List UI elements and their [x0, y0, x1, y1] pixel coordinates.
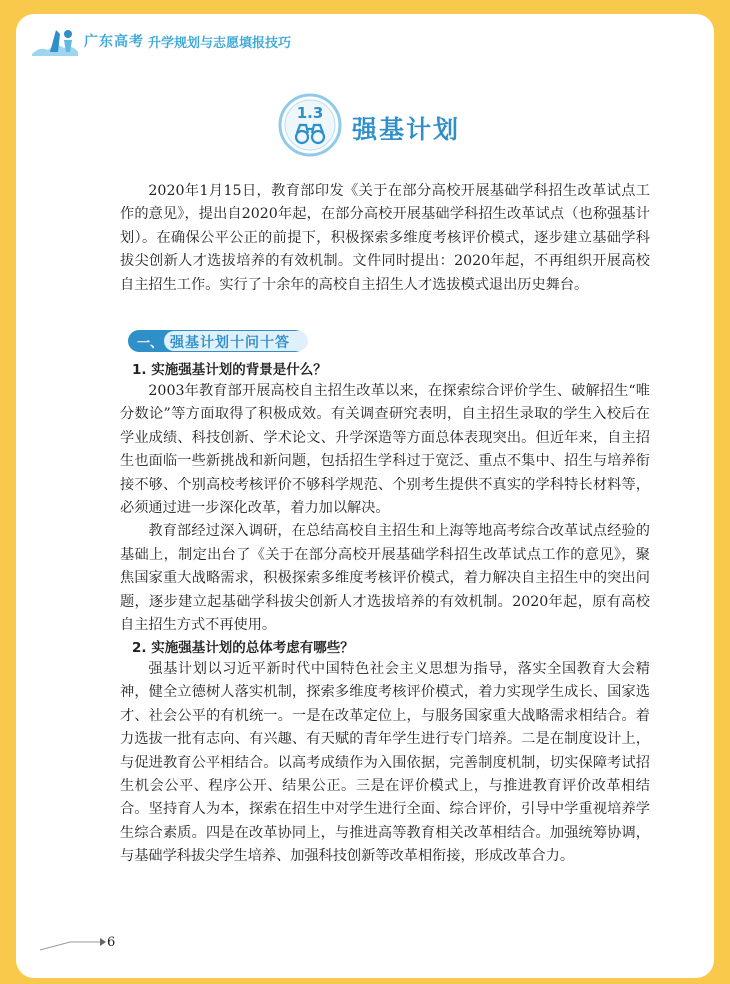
- question-1-paragraph-2: 教育部经过深入调研，在总结高校自主招生和上海等地高考综合改革试点经验的基础上，制定出台了《关于在部分高校开展基础学科招生改革试点工作的意见》，聚焦国家重大战略需求，积极探索多维度考核评价模式，着力解决自主招生中的突出问题，逐步建立起基础学科拔尖创新人才选拔培养的有效机制。2020年起，原有高校自主招生方式不再使用。: [120, 523, 650, 634]
- question-2-title: 2. 实施强基计划的总体考虑有哪些？: [132, 640, 354, 656]
- intro-text: 2020年1月15日，教育部印发《关于在部分高校开展基础学科招生改革试点工作的意见》，提出自2020年起，在部分高校开展基础学科招生改革试点（也称强基计划）。在确保公平公正的前提下，积极探索多维度考核评价模式，逐步建立基础学科拔尖创新人才选拔培养的有效机制。文件同时提出：2020年起，不再组织开展高校自主招生工作。实行了十余年的高校自主招生人才选拔模式退出历史舞台。: [120, 183, 650, 293]
- logo-icon: [30, 24, 80, 58]
- question-1-paragraph-1: 2003年教育部开展高校自主招生改革以来，在探索综合评价学生、破解招生“唯分数论”等方面取得了积极成效。有关调查研究表明，自主招生录取的学生入校后在学业成绩、科技创新、学术论文、升学深造等方面总体表现突出。但近年来，自主招生也面临一些新挑战和新问题，包括招生学科过于宽泛、重点不集中、招生与培养衔接不够、个别高校考核评价不够科学规范、个别考生提供不真实的学科特长材料等，必须通过进一步深化改革，着力加以解决。: [120, 383, 650, 517]
- question-1-body: [120, 380, 650, 637]
- question-2-paragraph-1: 强基计划以习近平新时代中国特色社会主义思想为指导，落实全国教育大会精神，健全立德树人落实机制，探索多维度考核评价模式，着力实现学生成长、国家选才、社会公平的有机统一。一是在改革定位上，与服务国家重大战略需求相结合。着力选拔一批有志向、有兴趣、有天赋的青年学生进行专门培养。二是在制度设计上，与促进教育公平相结合。以高考成绩作为入围依据，完善制度机制，切实保障考试招生机会公平、程序公开、结果公正。三是在评价模式上，与推进教育评价改革相结合。坚持育人为本，探索在招生中对学生进行全面、综合评价，引导中学重视培养学生综合素质。四是在改革协同上，与推进高等教育相关改革相结合。加强统筹协调，与基础学科拔尖学生培养、加强科技创新等改革相衔接，形成改革合力。: [120, 661, 650, 865]
- book-title: 升学规划与志愿填报技巧: [148, 35, 292, 51]
- binoculars-badge-icon: [278, 93, 342, 157]
- running-header: [30, 24, 291, 58]
- question-2-body: [120, 658, 650, 869]
- page-number: 6: [107, 935, 116, 950]
- section-title: 强基计划: [352, 115, 461, 144]
- section-number: 1.3: [296, 104, 324, 122]
- subsection-number: 一、: [137, 336, 164, 351]
- intro-paragraph: [120, 180, 650, 297]
- subsection-title: 强基计划十问十答: [170, 335, 290, 351]
- question-1-title: 1. 实施强基计划的背景是什么？: [132, 362, 327, 378]
- brand-name: 广东高考: [84, 34, 144, 50]
